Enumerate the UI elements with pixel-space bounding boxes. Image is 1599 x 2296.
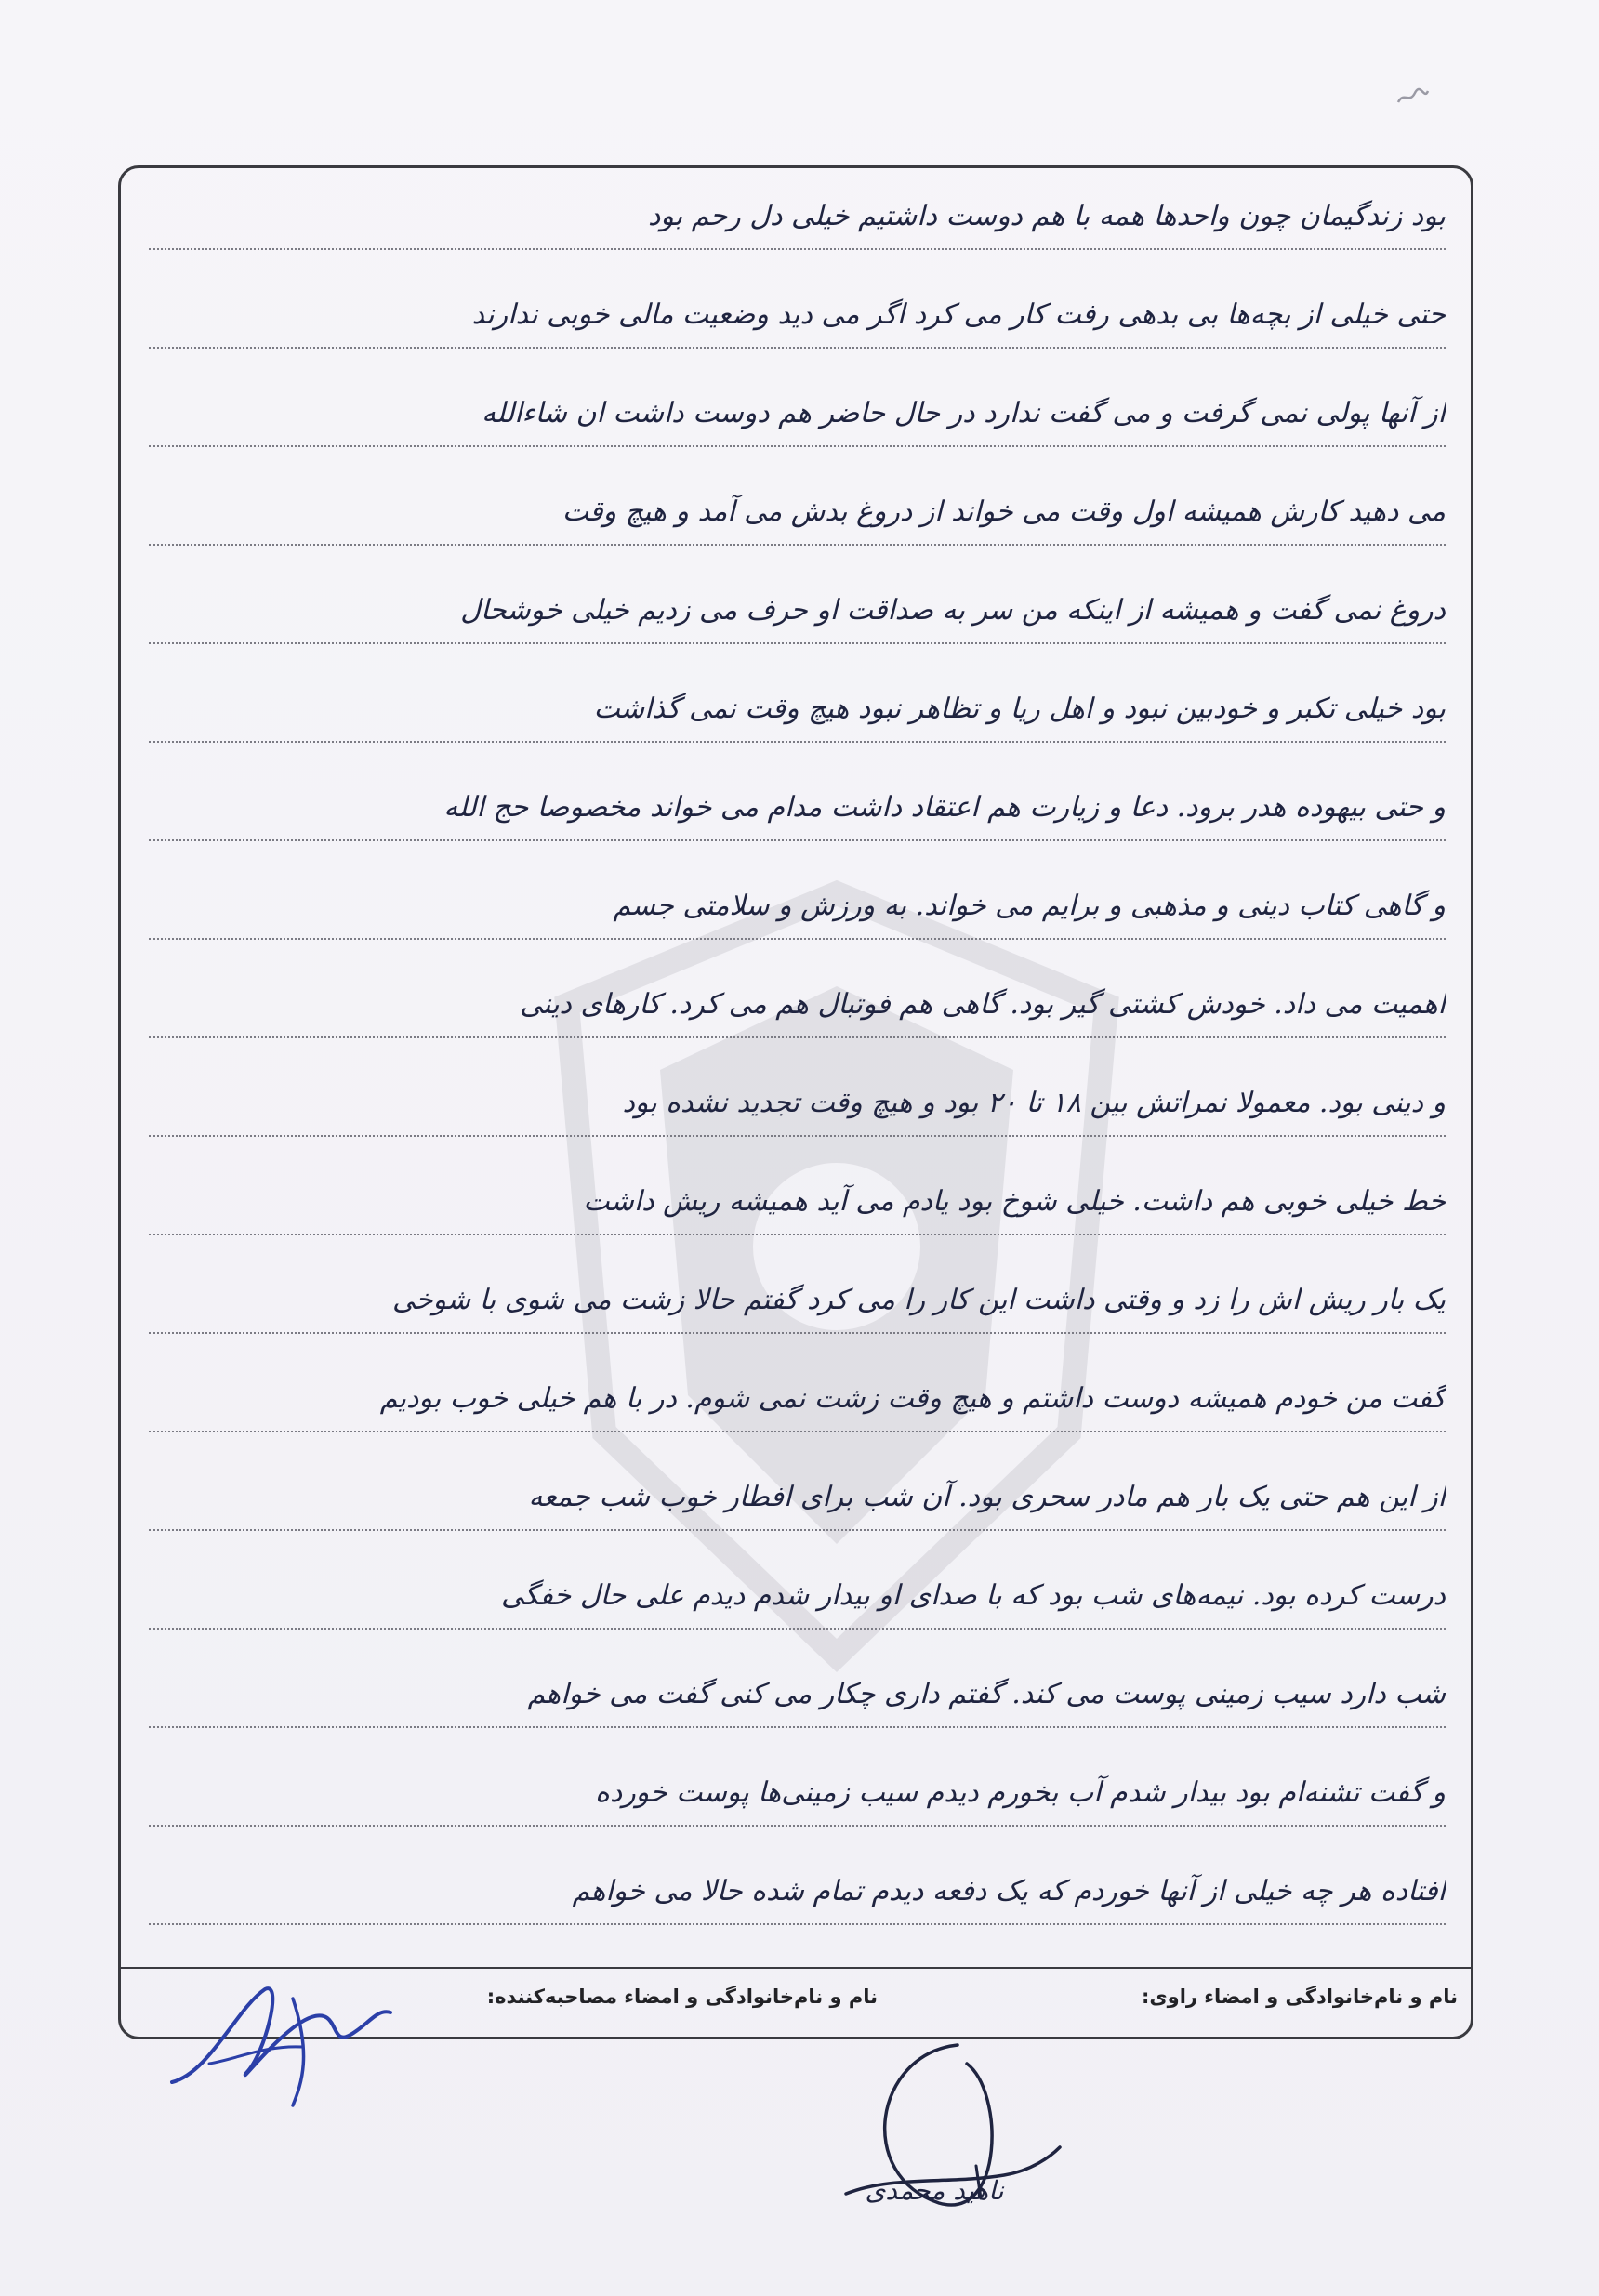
handwritten-line: دروغ نمی گفت و همیشه از اینکه من سر به صداقت او حرف می زدیم خیلی خوشحال (460, 594, 1446, 627)
corner-mark (1394, 84, 1432, 110)
handwritten-line: بود زندگیمان چون واحدها همه با هم دوست داشتیم خیلی دل رحم بود (648, 200, 1446, 232)
narrator-signature (153, 1971, 404, 2110)
ruled-line (149, 839, 1446, 841)
ruled-line (149, 1529, 1446, 1531)
handwritten-line: حتی خیلی از بچه‌ها بی بدهی رفت کار می کرد اگر می دید وضعیت مالی خوبی ندارند (471, 298, 1446, 331)
handwritten-line: خط خیلی خوبی هم داشت. خیلی شوخ بود یادم می آید همیشه ریش داشت (583, 1185, 1446, 1218)
handwritten-line: یک بار ریش اش را زد و وقتی داشت این کار را می کرد گفتم حالا زشت می شوی با شوخی (391, 1284, 1446, 1316)
interviewer-signature (818, 2036, 1078, 2250)
ruled-line (149, 248, 1446, 250)
ruled-line (149, 1135, 1446, 1137)
ruled-line (149, 741, 1446, 743)
ruled-line (149, 642, 1446, 644)
handwritten-line: و حتی بیهوده هدر برود. دعا و زیارت هم اعتقاد داشت مدام می خواند مخصوصا حج الله (443, 791, 1446, 824)
handwritten-line: می دهید کارش همیشه اول وقت می خواند از دروغ بدش می آمد و هیچ وقت (562, 495, 1446, 528)
handwritten-line: از آنها پولی نمی گرفت و می گفت ندارد در حال حاضر هم دوست داشت ان شاءالله (482, 397, 1446, 429)
interviewer-written-name: ناهید محمدی (865, 2175, 1004, 2206)
interviewer-signature-label: نام و نام‌خانوادگی و امضاء مصاحبه‌کننده: (486, 1986, 878, 2008)
handwritten-line: از این هم حتی یک بار هم مادر سحری بود. آن شب برای افطار خوب شب جمعه (528, 1481, 1446, 1513)
ruled-line (149, 1726, 1446, 1728)
ruled-line (149, 1332, 1446, 1334)
ruled-line (149, 445, 1446, 447)
ruled-line (149, 347, 1446, 349)
ruled-line (149, 1923, 1446, 1925)
handwritten-line: بود خیلی تکبر و خودبین نبود و اهل ریا و تظاهر نبود هیچ وقت نمی گذاشت (593, 693, 1446, 725)
ruled-line (149, 544, 1446, 546)
handwritten-line: و دینی بود. معمولا نمراتش بین ۱۸ تا ۲۰ بود و هیچ وقت تجدید نشده بود (622, 1087, 1446, 1119)
ruled-line (149, 1036, 1446, 1038)
handwritten-line: اهمیت می داد. خودش کشتی گیر بود. گاهی هم فوتبال هم می کرد. کارهای دینی (520, 988, 1446, 1021)
ruled-line (149, 1431, 1446, 1432)
ruled-line (149, 938, 1446, 940)
handwritten-line: و گاهی کتاب دینی و مذهبی و برایم می خواند. به ورزش و سلامتی جسم (613, 890, 1446, 922)
form-frame (118, 165, 1473, 2039)
narrator-signature-label: نام و نام‌خانوادگی و امضاء راوی: (1142, 1986, 1458, 2008)
handwritten-line: افتاده هر چه خیلی از آنها خوردم که یک دفعه دیدم تمام شده حالا می خواهم (572, 1875, 1446, 1907)
ruled-line (149, 1628, 1446, 1630)
handwritten-line: گفت من خودم همیشه دوست داشتم و هیچ وقت زشت نمی شوم. در با هم خیلی خوب بودیم (379, 1382, 1446, 1415)
handwritten-line: و گفت تشنه‌ام بود بیدار شدم آب بخورم دیدم سیب زمینی‌ها پوست خورده (595, 1776, 1446, 1809)
handwritten-text-area (121, 168, 1471, 1962)
ruled-line (149, 1234, 1446, 1235)
handwritten-line: شب دارد سیب زمینی پوست می کند. گفتم داری چکار می کنی گفت می خواهم (527, 1678, 1446, 1710)
handwritten-line: درست کرده بود. نیمه‌های شب بود که با صدای او بیدار شدم دیدم علی حال خفگی (500, 1579, 1446, 1612)
ruled-line (149, 1825, 1446, 1827)
